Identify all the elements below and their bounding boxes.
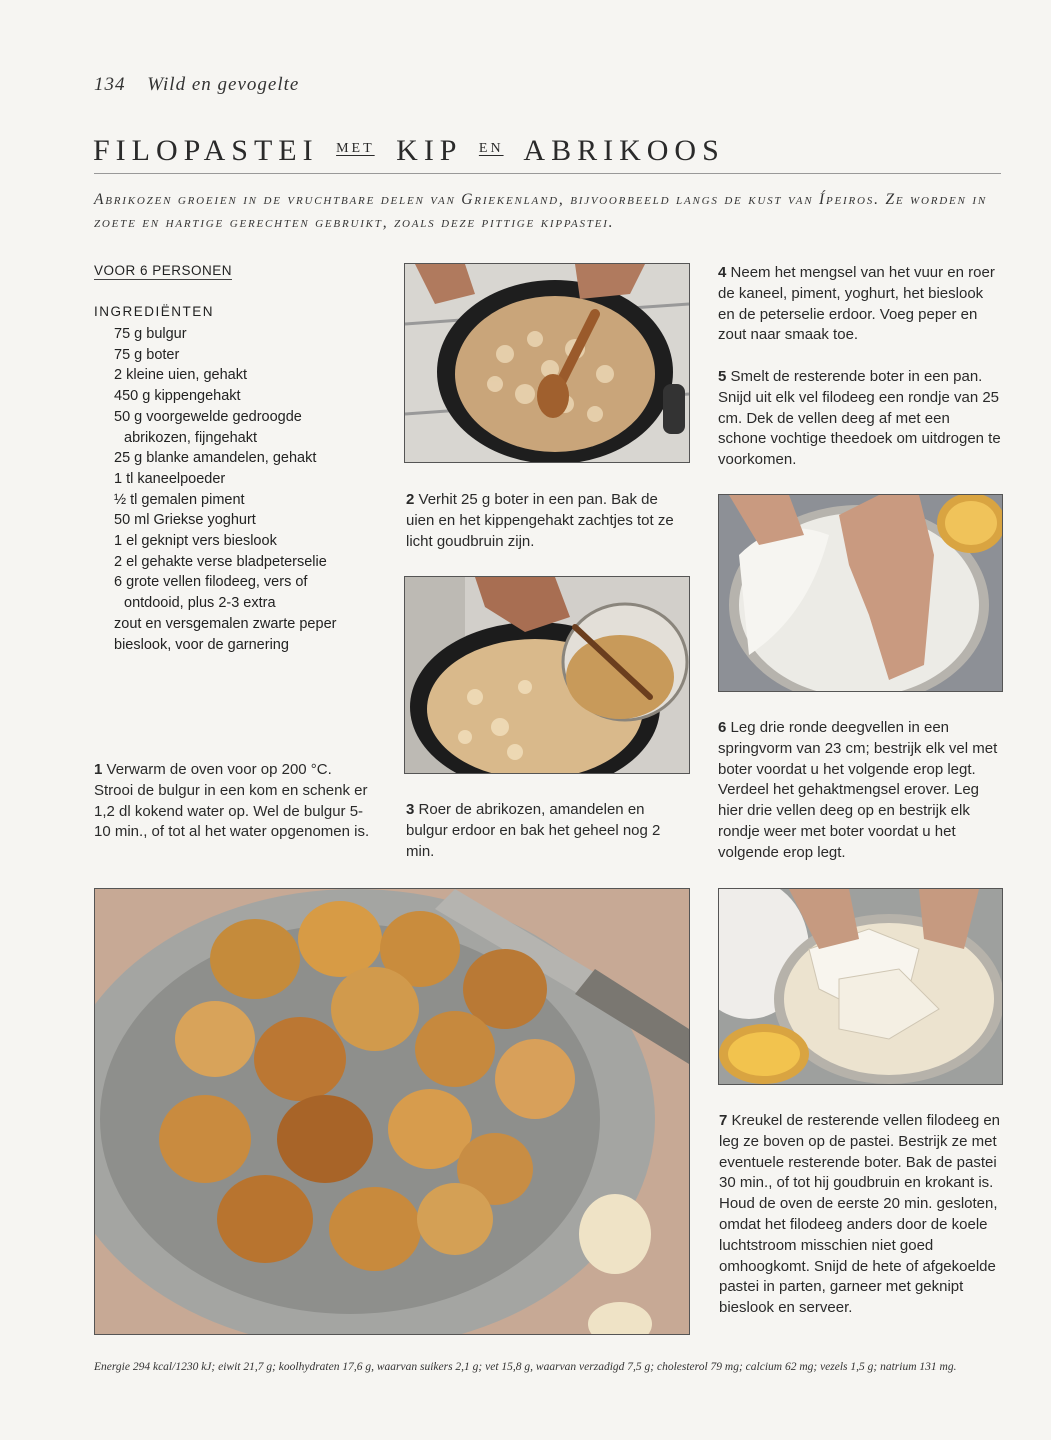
running-header bbox=[94, 74, 299, 96]
ingredient-item: 450 g kippengehakt bbox=[114, 388, 241, 405]
step-6 bbox=[718, 718, 1002, 864]
ingredient-item: 2 kleine uien, gehakt bbox=[114, 367, 248, 384]
step-number: 1 bbox=[94, 761, 103, 778]
recipe-title bbox=[93, 134, 725, 168]
step-5 bbox=[718, 367, 1002, 471]
intro-text: Abrikozen groeien in de vruchtbare delen van Griekenland, bijvoorbeeld langs de kust van Ípeiros. Ze worden in zoete en hartige gerechten gebruikt, zoals deze pittige kippastei. bbox=[94, 191, 987, 231]
serves-label: VOOR 6 PERSONEN bbox=[94, 263, 233, 278]
step-number: 6 bbox=[718, 719, 727, 736]
step-2 bbox=[406, 490, 686, 552]
step-text: Leg drie ronde deegvellen in een springvorm van 23 cm; bestrijk elk vel met boter voordat u het volgende erop legt. Verdeel het gehaktmengsel erover. Leg hier drie vellen deeg op en bestrijk elk rondje weer met boter voordat u het volgende erop legt. bbox=[718, 719, 998, 861]
step-number: 5 bbox=[718, 368, 727, 385]
photo-lining-tin-image bbox=[719, 495, 1002, 691]
title-part-1: FILOPASTEI bbox=[93, 134, 319, 167]
section-title: Wild en gevogelte bbox=[147, 74, 300, 95]
title-word-en: EN bbox=[478, 141, 504, 156]
step-number: 7 bbox=[719, 1112, 728, 1129]
page-number: 134 bbox=[94, 74, 126, 95]
ingredient-item: 1 tl kaneelpoeder bbox=[114, 470, 226, 487]
photo-lining-tin bbox=[718, 494, 1003, 692]
step-text: Neem het mengsel van het vuur en roer de kaneel, piment, yoghurt, het bieslook en de peterselie erdoor. Voeg peper en zout naar smaak toe. bbox=[718, 264, 995, 344]
ingredient-item: 1 el geknipt vers bieslook bbox=[114, 533, 277, 550]
nutrition-footer: Energie 294 kcal/1230 kJ; eiwit 21,7 g; koolhydraten 17,6 g, waarvan suikers 2,1 g; vet 15,8 g, waarvan verzadigd 7,5 g; cholesterol 79 mg; calcium 62 mg; vezels 1,5 g; natrium 131 mg. bbox=[94, 1361, 957, 1373]
step-number: 2 bbox=[406, 491, 415, 508]
ingredient-item: ½ tl gemalen piment bbox=[114, 491, 245, 508]
ingredients-list bbox=[114, 324, 354, 655]
ingredient-item: zout en versgemalen zwarte peper bbox=[114, 615, 337, 632]
title-part-3: ABRIKOOS bbox=[523, 134, 725, 167]
step-1 bbox=[94, 760, 374, 843]
step-4 bbox=[718, 263, 1002, 346]
ingredient-item: 75 g bulgur bbox=[114, 326, 187, 342]
photo-frying-chicken bbox=[404, 263, 690, 463]
ingredient-item: 25 g blanke amandelen, gehakt bbox=[114, 450, 317, 467]
photo-onions-image bbox=[95, 889, 689, 1334]
photo-onions bbox=[94, 888, 690, 1335]
title-rule bbox=[94, 173, 1001, 174]
step-text: Verhit 25 g boter in een pan. Bak de uien en het kippengehakt zachtjes tot ze licht goudbruin zijn. bbox=[406, 491, 674, 550]
step-text: Verwarm de oven voor op 200 °C. Strooi de bulgur in een kom en schenk er 1,2 dl kokend water op. Wel de bulgur 5-10 min., of tot al het water opgenomen is. bbox=[94, 761, 370, 841]
photo-crumpled-filo-image bbox=[719, 889, 1002, 1084]
photo-adding-bulgur bbox=[404, 576, 690, 774]
step-text: Smelt de resterende boter in een pan. Snijd uit elk vel filodeeg een rondje van 25 cm. Dek de vellen deeg af met een schone vochtige theedoek om uitdrogen te voorkomen. bbox=[718, 368, 1001, 469]
ingredient-item: bieslook, voor de garnering bbox=[114, 636, 289, 653]
ingredient-item: 50 g voorgewelde gedroogde abrikozen, fijngehakt bbox=[114, 408, 302, 446]
title-word-met: MET bbox=[336, 141, 375, 156]
ingredient-item: 75 g boter bbox=[114, 346, 180, 363]
step-text: Kreukel de resterende vellen filodeeg en leg ze boven op de pastei. Bestrijk ze met eventuele resterende boter. Bak de pastei 30 min., of tot hij goudbruin en krokant is. Houd de oven de eerste 20 min. gesloten, omdat het filodeeg anders door de koele luchtstroom misschien niet goed omhoogkomt. Snijd de hete of afgekoelde pastei in parten, garneer met geknipt bieslook en serveer. bbox=[719, 1112, 1001, 1317]
photo-frying-chicken-image bbox=[405, 264, 689, 462]
step-7 bbox=[719, 1111, 1003, 1319]
step-3 bbox=[406, 800, 686, 862]
photo-crumpled-filo bbox=[718, 888, 1003, 1085]
step-number: 3 bbox=[406, 801, 415, 818]
ingredients-heading: INGREDIËNTEN bbox=[94, 304, 215, 319]
ingredient-item: 50 ml Griekse yoghurt bbox=[114, 512, 256, 529]
title-part-2: KIP bbox=[396, 134, 462, 167]
step-number: 4 bbox=[718, 264, 727, 281]
photo-adding-bulgur-image bbox=[405, 577, 689, 773]
step-text: Roer de abrikozen, amandelen en bulgur erdoor en bak het geheel nog 2 min. bbox=[406, 801, 661, 860]
ingredient-item: 6 grote vellen filodeeg, vers of ontdooid, plus 2-3 extra bbox=[114, 574, 308, 612]
ingredient-item: 2 el gehakte verse bladpeterselie bbox=[114, 553, 327, 570]
